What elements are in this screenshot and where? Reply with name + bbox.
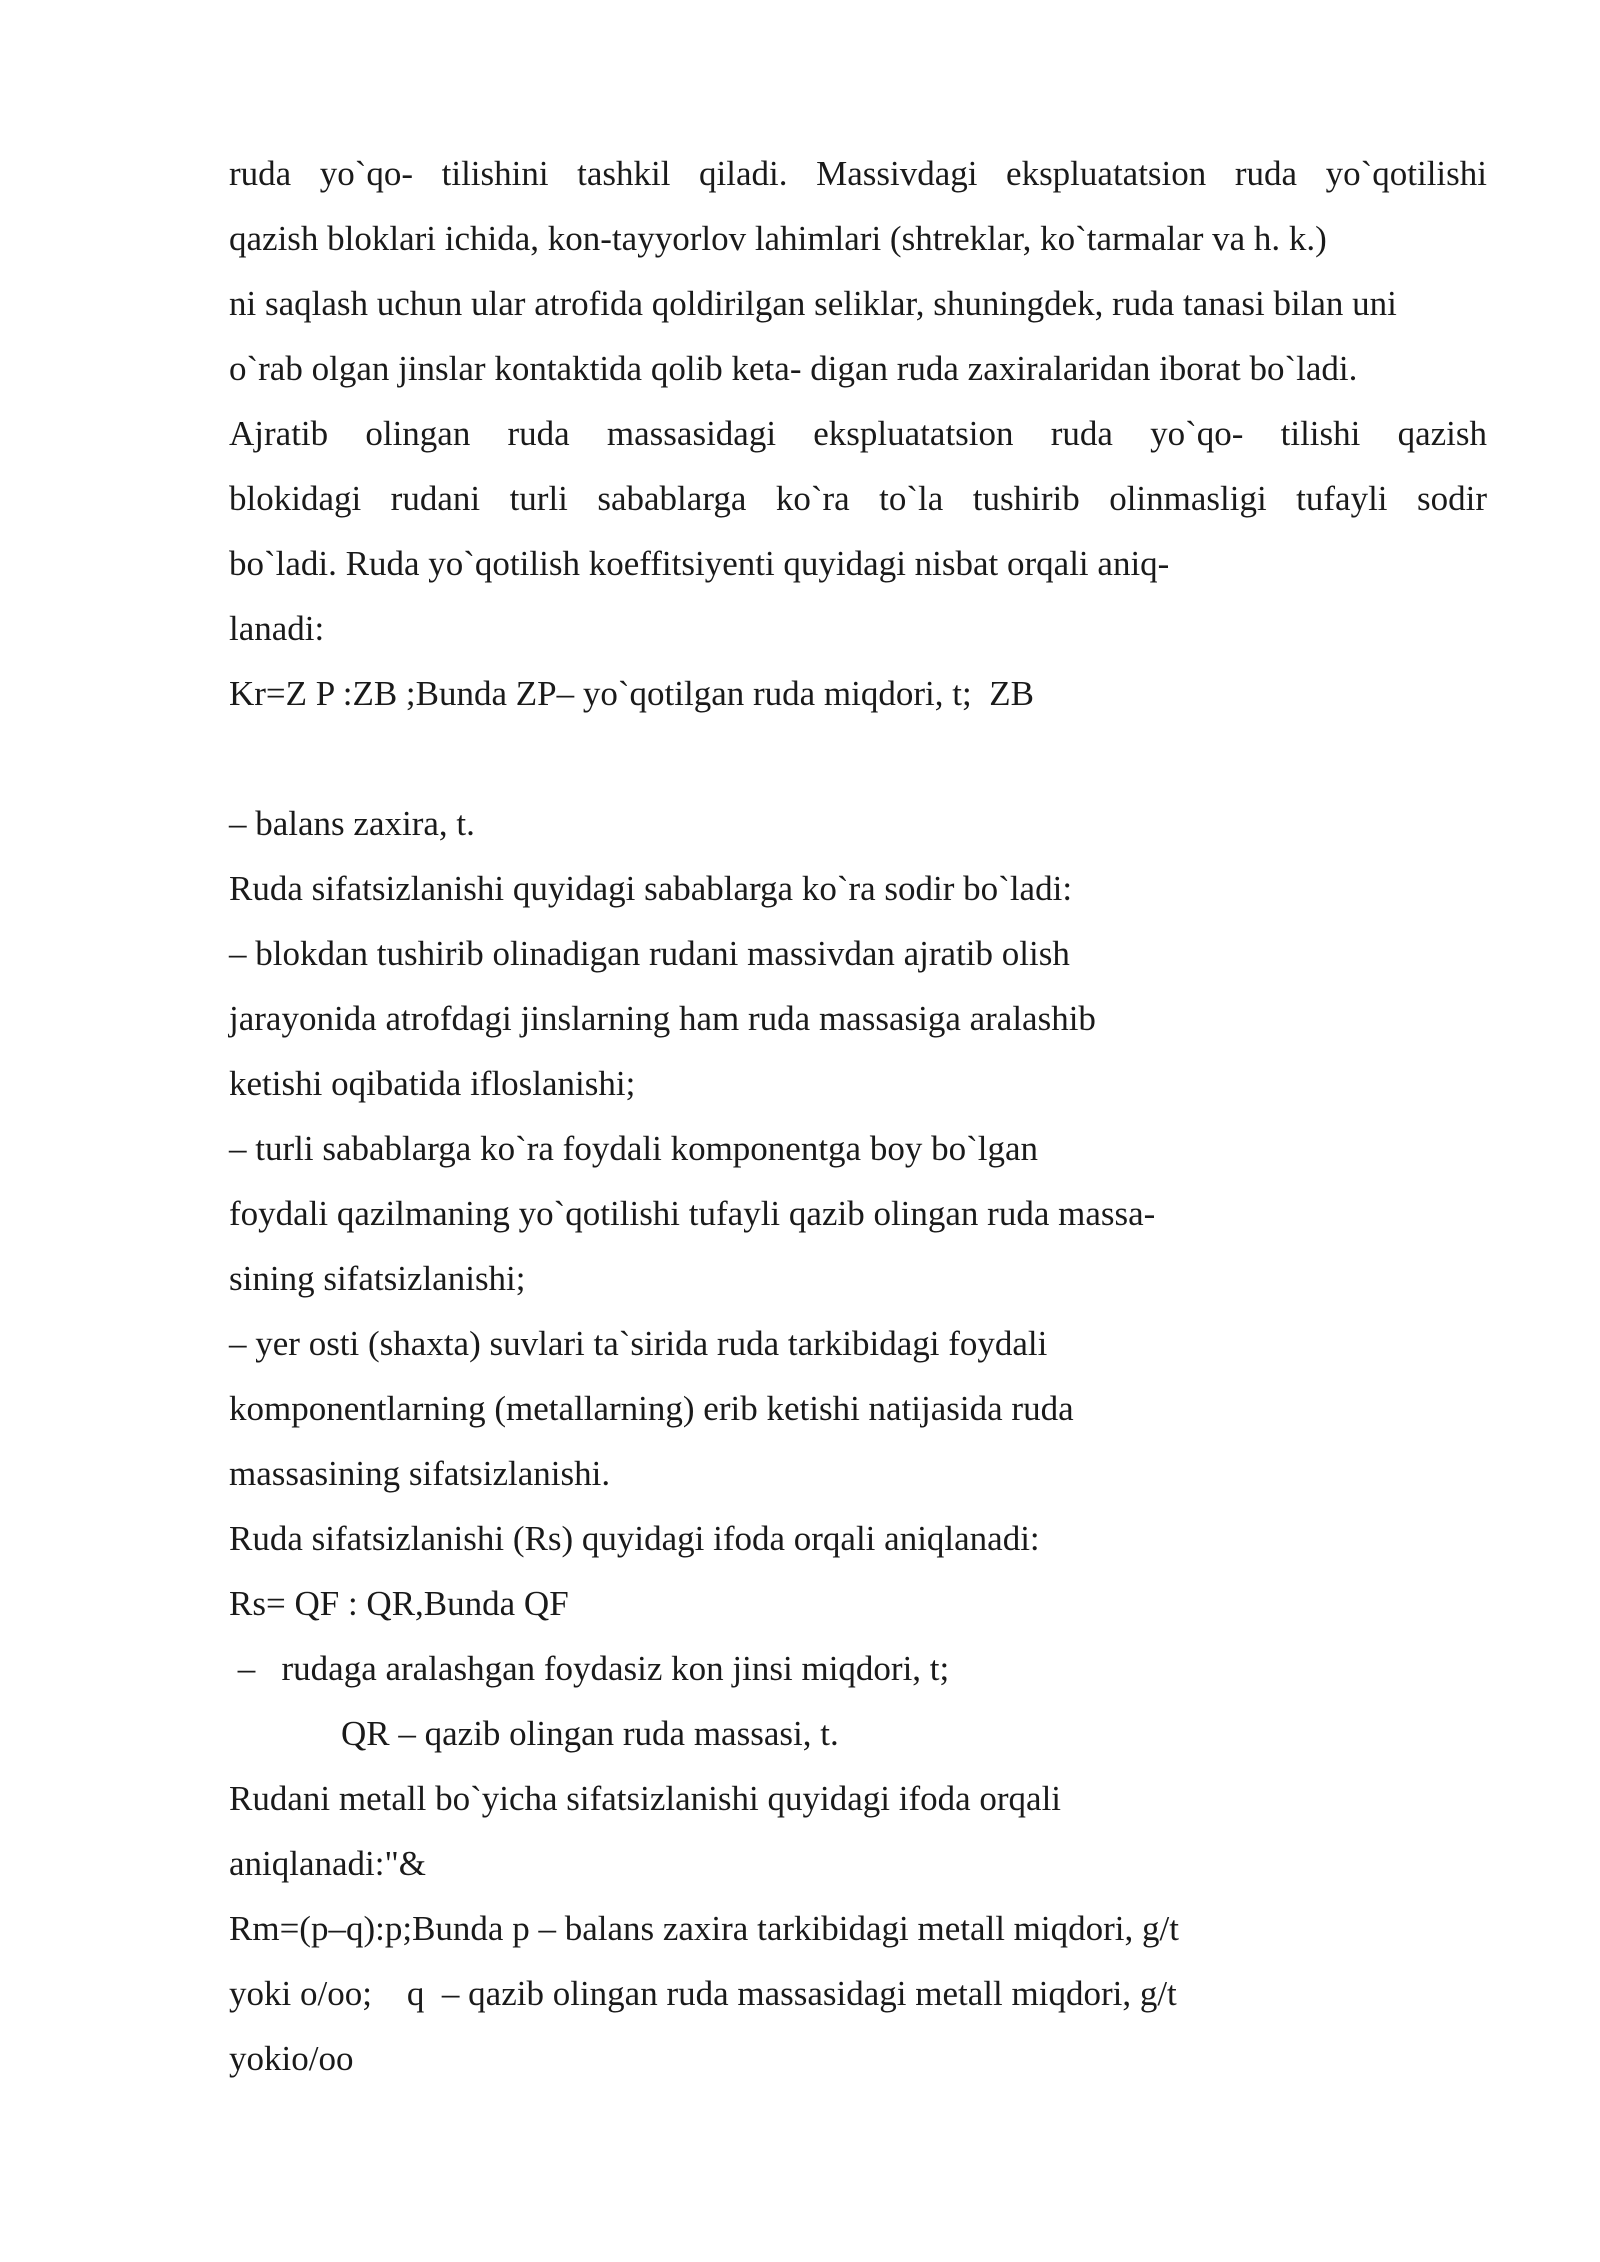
text-line: o`rab olgan jinslar kontaktida qolib keta- digan ruda zaxiralaridan iborat bo`ladi. [229, 349, 1358, 388]
text-line: yokio/oo [229, 2039, 354, 2078]
text-line: – rudaga aralashgan foydasiz kon jinsi miqdori, t; [229, 1649, 950, 1688]
text-line: aniqlanadi:"& [229, 1844, 427, 1883]
text-line: lanadi: [229, 609, 325, 648]
text-line: komponentlarning (metallarning) erib ketishi natijasida ruda [229, 1389, 1074, 1428]
text-line: Rudani metall bo`yicha sifatsizlanishi quyidagi ifoda orqali [229, 1779, 1062, 1818]
text-line: jarayonida atrofdagi jinslarning ham ruda massasiga aralashib [229, 999, 1096, 1038]
text-line: yoki o/oo; q – qazib olingan ruda massasidagi metall miqdori, g/t [229, 1974, 1177, 2013]
text-line: QR – qazib olingan ruda massasi, t. [341, 1714, 839, 1753]
formula-line: Kr=Z P :ZB ;Bunda ZP– yo`qotilgan ruda miqdori, t; ZB [229, 674, 1034, 713]
text-line: Ajratib olingan ruda massasidagi ekspluatatsion ruda yo`qo- tilishi qazish [229, 414, 1487, 453]
list-item: – yer osti (shaxta) suvlari ta`sirida ruda tarkibidagi foydali [229, 1324, 1048, 1363]
text-line: sining sifatsizlanishi; [229, 1259, 526, 1298]
text-line: massasining sifatsizlanishi. [229, 1454, 611, 1493]
text-line: bo`ladi. Ruda yo`qotilish koeffitsiyenti quyidagi nisbat orqali aniq- [229, 544, 1170, 583]
text-line: ni saqlash uchun ular atrofida qoldirilgan seliklar, shuningdek, ruda tanasi bilan uni [229, 284, 1397, 323]
text-line: qazish bloklari ichida, kon-tayyorlov lahimlari (shtreklar, ko`tarmalar va h. k.) [229, 219, 1327, 258]
text-line: foydali qazilmaning yo`qotilishi tufayli qazib olingan ruda massa- [229, 1194, 1156, 1233]
text-line: ketishi oqibatida ifloslanishi; [229, 1064, 636, 1103]
text-line: blokidagi rudani turli sabablarga ko`ra to`la tushirib olinmasligi tufayli sodir [229, 479, 1487, 518]
text-line: Ruda sifatsizlanishi (Rs) quyidagi ifoda orqali aniqlanadi: [229, 1519, 1040, 1558]
text-line: Ruda sifatsizlanishi quyidagi sabablarga ko`ra sodir bo`ladi: [229, 869, 1073, 908]
list-item: – blokdan tushirib olinadigan rudani massivdan ajratib olish [229, 934, 1070, 973]
list-item: – turli sabablarga ko`ra foydali komponentga boy bo`lgan [229, 1129, 1038, 1168]
formula-line: Rm=(p–q):p;Bunda p – balans zaxira tarkibidagi metall miqdori, g/t [229, 1909, 1179, 1948]
text-line: ruda yo`qo- tilishini tashkil qiladi. Massivdagi ekspluatatsion ruda yo`qotilishi [229, 154, 1487, 193]
text-line: – balans zaxira, t. [229, 804, 475, 843]
formula-line: Rs= QF : QR,Bunda QF [229, 1584, 569, 1623]
